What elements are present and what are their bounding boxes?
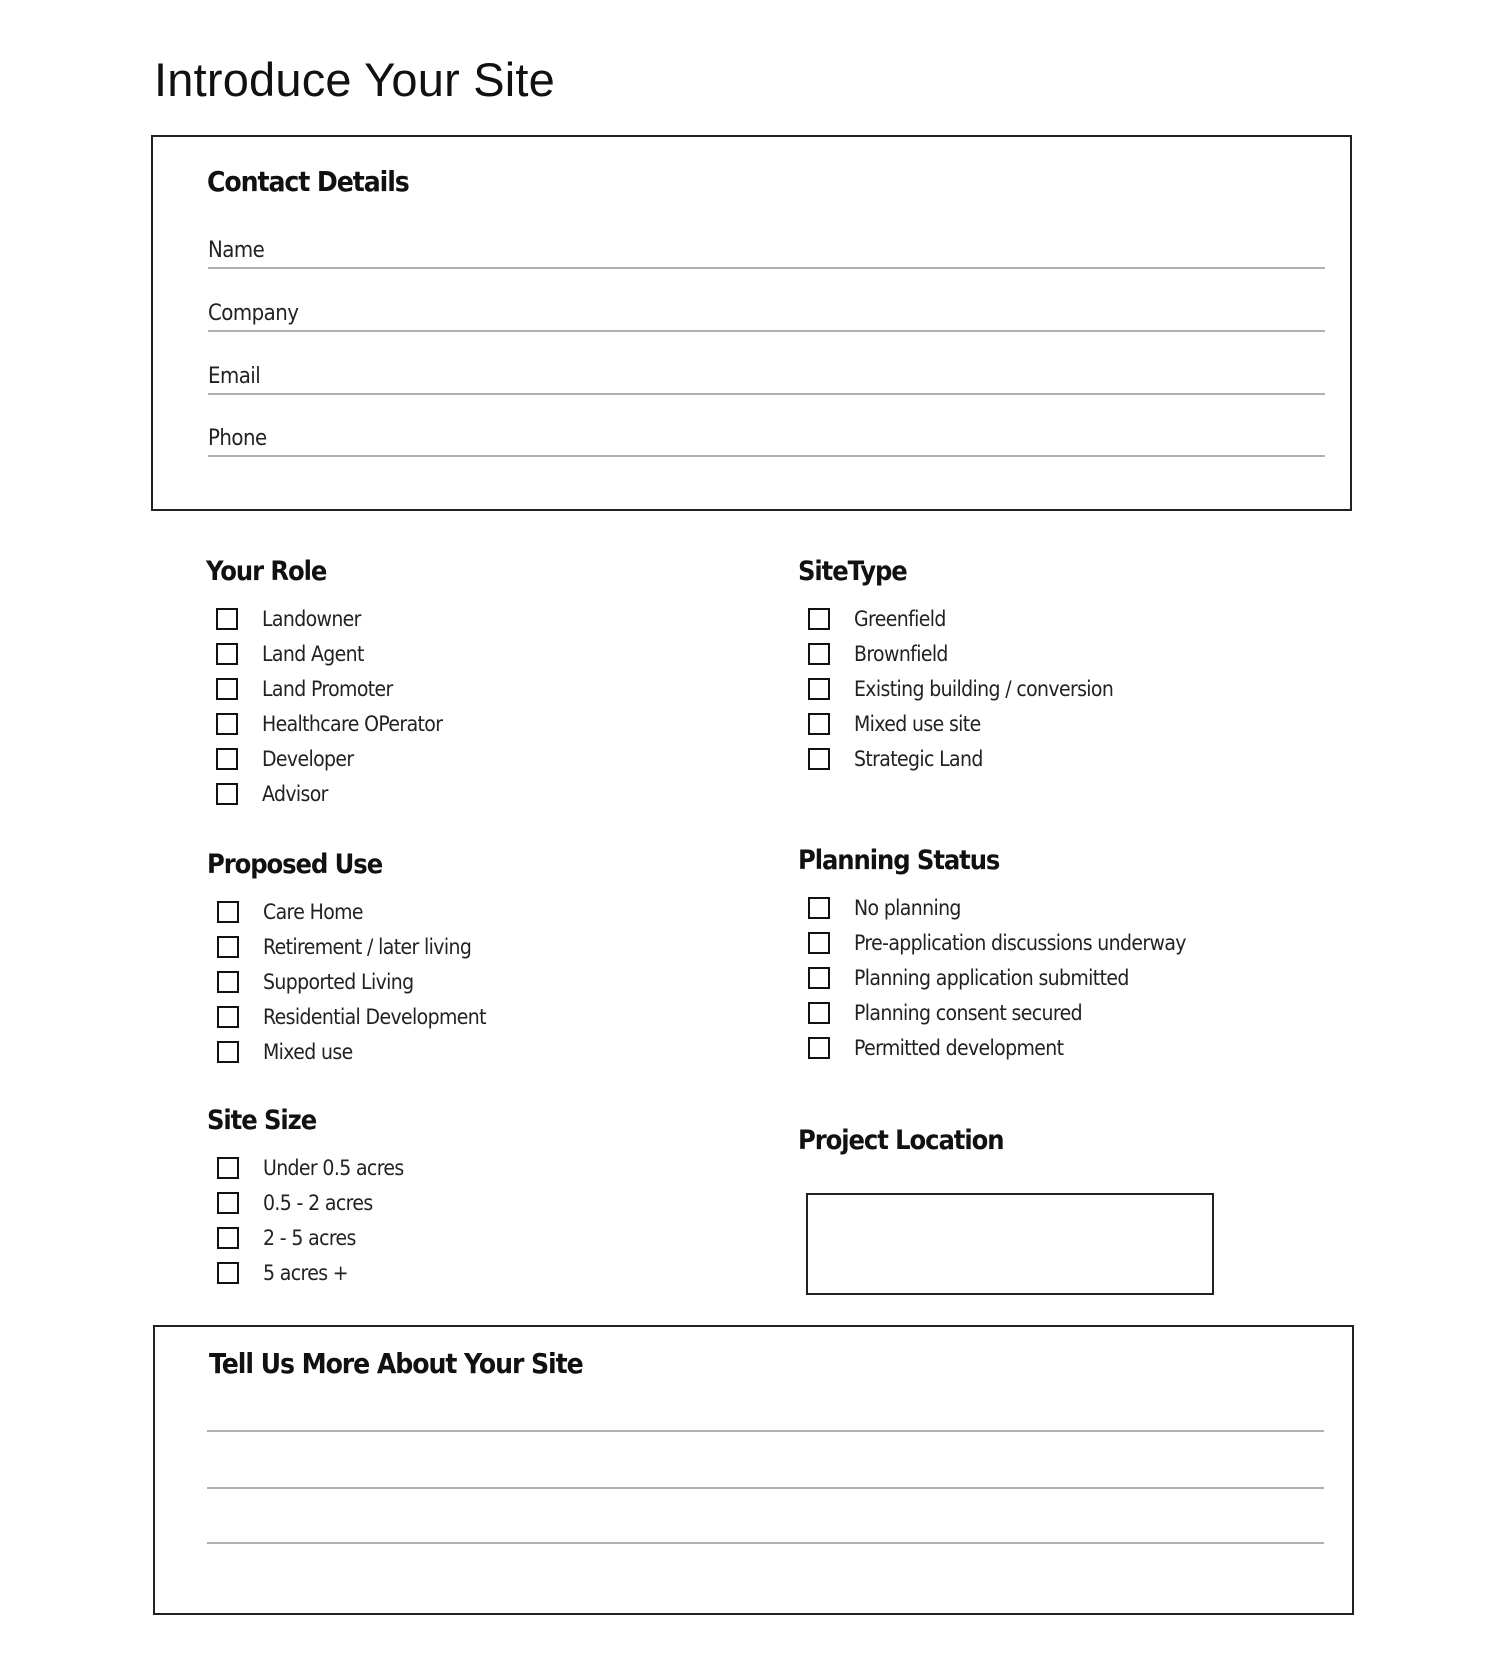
use-option-mixed-use[interactable] (207, 1034, 511, 1069)
email-field[interactable] (208, 353, 1325, 395)
role-option-landowner[interactable] (206, 601, 462, 636)
name-input[interactable] (208, 227, 1325, 267)
your-role-section (206, 556, 462, 811)
checkbox[interactable] (216, 643, 238, 665)
checkbox[interactable] (216, 748, 238, 770)
site-size-heading: Site Size (207, 1105, 317, 1136)
phone-label: Phone (208, 426, 267, 451)
planning-option-permitted-development[interactable] (798, 1030, 1223, 1065)
planning-option-application-submitted[interactable] (798, 960, 1223, 995)
checkbox[interactable] (217, 1262, 239, 1284)
checkbox[interactable] (808, 967, 830, 989)
option-label: No planning (854, 895, 961, 920)
role-option-developer[interactable] (206, 741, 462, 776)
tell-us-more-box (153, 1325, 1354, 1615)
option-label: Pre-application discussions underway (854, 930, 1186, 955)
role-option-land-agent[interactable] (206, 636, 462, 671)
option-label: Land Agent (262, 641, 364, 666)
checkbox[interactable] (217, 936, 239, 958)
planning-option-pre-application[interactable] (798, 925, 1223, 960)
checkbox[interactable] (808, 643, 830, 665)
role-option-advisor[interactable] (206, 776, 462, 811)
checkbox[interactable] (808, 678, 830, 700)
text-line[interactable] (207, 1542, 1324, 1544)
name-field[interactable] (208, 227, 1325, 269)
email-input[interactable] (208, 353, 1325, 393)
planning-option-no-planning[interactable] (798, 890, 1223, 925)
checkbox[interactable] (808, 748, 830, 770)
company-input[interactable] (208, 290, 1325, 330)
name-label: Name (208, 238, 265, 263)
site-type-option-brownfield[interactable] (798, 636, 1142, 671)
size-option-under-0-5[interactable] (207, 1150, 419, 1185)
site-type-section (798, 556, 1142, 776)
use-option-supported-living[interactable] (207, 964, 511, 999)
option-label: Strategic Land (854, 746, 983, 771)
text-line[interactable] (207, 1430, 1324, 1432)
option-label: Brownfield (854, 641, 948, 666)
checkbox[interactable] (808, 932, 830, 954)
company-field[interactable] (208, 290, 1325, 332)
checkbox[interactable] (216, 713, 238, 735)
option-label: Greenfield (854, 606, 946, 631)
checkbox[interactable] (216, 678, 238, 700)
role-option-healthcare-operator[interactable] (206, 706, 462, 741)
checkbox[interactable] (217, 1192, 239, 1214)
use-option-residential-development[interactable] (207, 999, 511, 1034)
option-label: Planning application submitted (854, 965, 1129, 990)
checkbox[interactable] (216, 783, 238, 805)
option-label: Under 0.5 acres (263, 1155, 404, 1180)
email-label: Email (208, 364, 261, 389)
checkbox[interactable] (808, 608, 830, 630)
option-label: Existing building / conversion (854, 676, 1114, 701)
size-option-2-5[interactable] (207, 1220, 419, 1255)
checkbox[interactable] (808, 1037, 830, 1059)
proposed-use-section (207, 849, 511, 1069)
checkbox[interactable] (808, 1002, 830, 1024)
contact-details-box (151, 135, 1352, 511)
planning-option-consent-secured[interactable] (798, 995, 1223, 1030)
phone-input[interactable] (208, 415, 1325, 455)
planning-status-section (798, 845, 1223, 1065)
contact-details-heading: Contact Details (207, 165, 409, 198)
checkbox[interactable] (808, 897, 830, 919)
option-label: 0.5 - 2 acres (263, 1190, 373, 1215)
checkbox[interactable] (808, 713, 830, 735)
company-label: Company (208, 301, 299, 326)
option-label: Land Promoter (262, 676, 393, 701)
use-option-retirement[interactable] (207, 929, 511, 964)
checkbox[interactable] (217, 1227, 239, 1249)
tell-us-more-heading: Tell Us More About Your Site (209, 1347, 583, 1380)
phone-field[interactable] (208, 415, 1325, 457)
site-type-option-mixed-use-site[interactable] (798, 706, 1142, 741)
proposed-use-heading: Proposed Use (207, 849, 383, 880)
option-label: 2 - 5 acres (263, 1225, 356, 1250)
option-label: Healthcare OPerator (262, 711, 443, 736)
checkbox[interactable] (217, 1157, 239, 1179)
site-type-option-strategic-land[interactable] (798, 741, 1142, 776)
site-type-option-greenfield[interactable] (798, 601, 1142, 636)
option-label: Permitted development (854, 1035, 1064, 1060)
option-label: Advisor (262, 781, 328, 806)
role-option-land-promoter[interactable] (206, 671, 462, 706)
text-line[interactable] (207, 1487, 1324, 1489)
option-label: Retirement / later living (263, 934, 472, 959)
option-label: Care Home (263, 899, 363, 924)
use-option-care-home[interactable] (207, 894, 511, 929)
option-label: Mixed use site (854, 711, 981, 736)
option-label: Mixed use (263, 1039, 353, 1064)
project-location-section (798, 1125, 1026, 1170)
site-type-option-existing-building[interactable] (798, 671, 1142, 706)
option-label: Developer (262, 746, 354, 771)
option-label: Landowner (262, 606, 361, 631)
checkbox[interactable] (217, 971, 239, 993)
checkbox[interactable] (216, 608, 238, 630)
your-role-heading: Your Role (206, 556, 327, 587)
size-option-5-plus[interactable] (207, 1255, 419, 1290)
option-label: 5 acres + (263, 1260, 349, 1285)
size-option-0-5-2[interactable] (207, 1185, 419, 1220)
planning-status-heading: Planning Status (798, 845, 1000, 876)
site-type-heading: SiteType (798, 556, 907, 587)
page-title: Introduce Your Site (154, 53, 555, 106)
site-size-section (207, 1105, 419, 1290)
project-location-heading: Project Location (798, 1125, 1004, 1156)
checkbox[interactable] (217, 901, 239, 923)
option-label: Residential Development (263, 1004, 486, 1029)
checkbox[interactable] (217, 1006, 239, 1028)
option-label: Planning consent secured (854, 1000, 1082, 1025)
checkbox[interactable] (217, 1041, 239, 1063)
option-label: Supported Living (263, 969, 414, 994)
project-location-input[interactable] (806, 1193, 1214, 1295)
